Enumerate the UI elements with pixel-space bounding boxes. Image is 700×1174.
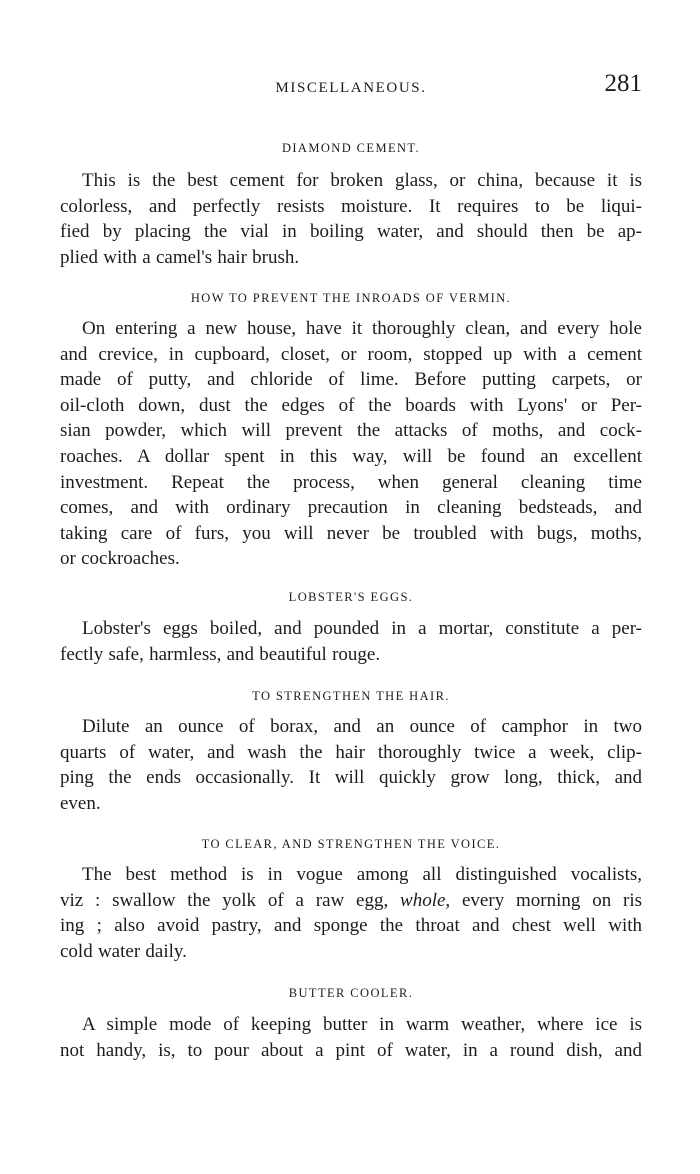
text-line: and crevice, in cupboard, closet, or room, stopped up with a cement [60, 343, 642, 365]
text-line: or cockroaches. [60, 548, 180, 570]
text-fragment: viz : swallow the yolk of a raw egg, [60, 889, 389, 911]
text-line: even. [60, 792, 101, 814]
text-line: colorless, and perfectly resists moisture. It requires to be liqui- [60, 195, 642, 217]
text-line: investment. Repeat the process, when general cleaning time [60, 471, 642, 493]
text-line: Lobster's eggs boiled, and pounded in a mortar, constitute a per- [82, 618, 642, 639]
text-line: taking care of furs, you will never be troubled with bugs, moths, [60, 522, 642, 544]
text-line: A simple mode of keeping butter in warm weather, where ice is [82, 1014, 642, 1035]
text-line: made of putty, and chloride of lime. Before putting carpets, or [60, 369, 642, 391]
page-number: 281 [604, 70, 642, 97]
paragraph-clear-voice [60, 862, 642, 964]
section-heading-diamond-cement: DIAMOND CEMENT. [281, 141, 421, 155]
text-line: The best method is in vogue among all distinguished vocalists, [82, 864, 642, 885]
section-heading-lobsters-eggs: LOBSTER'S EGGS. [288, 590, 414, 604]
text-line: ing ; also avoid pastry, and sponge the throat and chest well with [60, 915, 642, 937]
text-line: quarts of water, and wash the hair thoroughly twice a week, clip- [60, 741, 642, 763]
text-line: not handy, is, to pour about a pint of water, in a round dish, and [60, 1039, 642, 1061]
text-line: oil-cloth down, dust the edges of the boards with Lyons' or Per- [60, 394, 642, 416]
paragraph-strengthen-hair [60, 714, 642, 816]
section-heading-vermin: HOW TO PREVENT THE INROADS OF VERMIN. [190, 291, 512, 305]
running-head [60, 70, 642, 104]
text-line: comes, and with ordinary precaution in cleaning bedsteads, and [60, 497, 642, 519]
text-fragment: every morning on ris [462, 889, 643, 911]
running-head-title: MISCELLANEOUS. [275, 80, 427, 96]
text-line: sian powder, which will prevent the attacks of moths, and cock- [60, 420, 642, 442]
text-line: fied by placing the vial in boiling water, and should then be ap- [60, 221, 642, 243]
section-heading-butter-cooler: BUTTER COOLER. [288, 986, 414, 1000]
text-line: This is the best cement for broken glass, or china, because it is [82, 170, 642, 191]
text-line: Dilute an ounce of borax, and an ounce of camphor in two [82, 716, 642, 737]
text-line: On entering a new house, have it thoroughly clean, and every hole [82, 318, 642, 339]
text-line: plied with a camel's hair brush. [60, 246, 300, 268]
paragraph-lobsters-eggs [60, 616, 642, 667]
paragraph-butter-cooler [60, 1012, 642, 1063]
text-line: fectly safe, harmless, and beautiful rouge. [60, 643, 381, 665]
text-line-with-italic [60, 888, 642, 914]
section-heading-strengthen-hair: TO STRENGTHEN THE HAIR. [252, 689, 450, 703]
section-heading-clear-voice: TO CLEAR, AND STRENGTHEN THE VOICE. [201, 837, 501, 851]
text-line: roaches. A dollar spent in this way, will be found an excellent [60, 445, 642, 467]
paragraph-vermin [60, 316, 642, 572]
paragraph-diamond-cement [60, 168, 642, 270]
text-line: ping the ends occasionally. It will quickly grow long, thick, and [60, 767, 642, 789]
text-line: cold water daily. [60, 940, 187, 962]
italic-word: whole, [400, 889, 451, 911]
